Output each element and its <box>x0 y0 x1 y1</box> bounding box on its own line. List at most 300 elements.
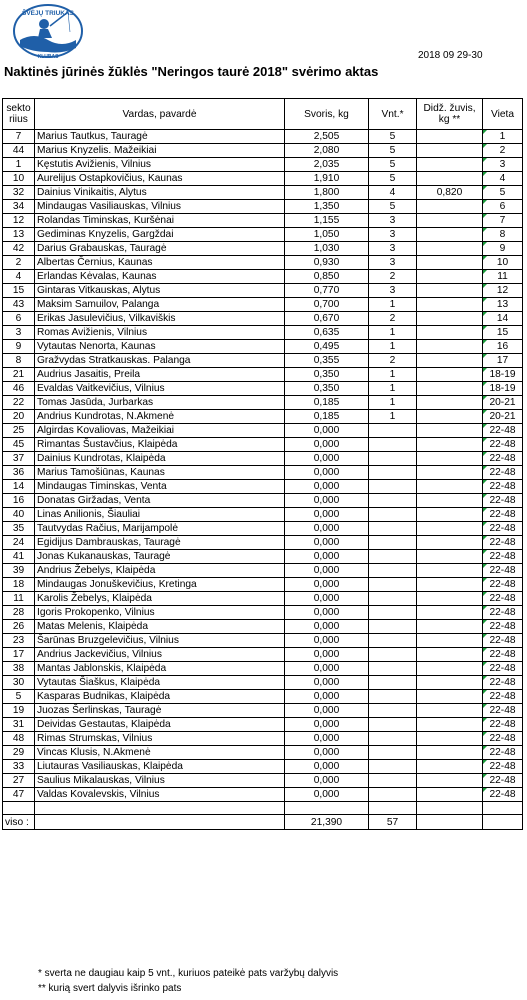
name-cell: Andrius Jackevičius, Vilnius <box>35 648 285 662</box>
col-header-place: Vieta <box>483 99 523 130</box>
sector-cell: 33 <box>3 760 35 774</box>
weight-cell: 0,000 <box>285 676 369 690</box>
name-cell: Tomas Jasūda, Jurbarkas <box>35 396 285 410</box>
table-row <box>3 368 523 382</box>
place-cell: 22-48 <box>483 690 523 704</box>
name-cell: Matas Melenis, Klaipėda <box>35 620 285 634</box>
count-cell <box>369 508 417 522</box>
count-cell: 5 <box>369 158 417 172</box>
table-body <box>3 130 523 802</box>
sector-cell: 34 <box>3 200 35 214</box>
sector-cell: 11 <box>3 592 35 606</box>
sector-cell: 17 <box>3 648 35 662</box>
table-row <box>3 690 523 704</box>
sector-cell: 14 <box>3 480 35 494</box>
totals-label: viso : <box>3 815 35 830</box>
biggest-fish-cell <box>417 704 483 718</box>
results-table <box>2 98 523 830</box>
table-row <box>3 284 523 298</box>
weight-cell: 0,495 <box>285 340 369 354</box>
sector-cell: 19 <box>3 704 35 718</box>
place-cell: 22-48 <box>483 760 523 774</box>
count-cell <box>369 452 417 466</box>
table-row <box>3 620 523 634</box>
biggest-fish-cell <box>417 172 483 186</box>
biggest-fish-cell <box>417 130 483 144</box>
weight-cell: 0,000 <box>285 732 369 746</box>
name-cell: Andrius Žebelys, Klaipėda <box>35 564 285 578</box>
sector-cell: 4 <box>3 270 35 284</box>
sector-cell: 46 <box>3 382 35 396</box>
name-cell: Egidijus Dambrauskas, Tauragė <box>35 536 285 550</box>
place-cell: 22-48 <box>483 732 523 746</box>
weight-cell: 0,185 <box>285 410 369 424</box>
table-row <box>3 298 523 312</box>
count-cell: 2 <box>369 312 417 326</box>
table-row <box>3 228 523 242</box>
biggest-fish-cell <box>417 620 483 634</box>
sector-cell: 39 <box>3 564 35 578</box>
weight-cell: 0,000 <box>285 774 369 788</box>
biggest-fish-cell <box>417 760 483 774</box>
biggest-fish-cell <box>417 522 483 536</box>
weight-cell: 0,000 <box>285 634 369 648</box>
name-cell: Dainius Vinikaitis, Alytus <box>35 186 285 200</box>
table-row <box>3 466 523 480</box>
name-cell: Kasparas Budnikas, Klaipėda <box>35 690 285 704</box>
table-row <box>3 256 523 270</box>
sector-cell: 36 <box>3 466 35 480</box>
table-row <box>3 606 523 620</box>
totals-weight: 21,390 <box>285 815 369 830</box>
name-cell: Donatas Giržadas, Venta <box>35 494 285 508</box>
place-cell: 22-48 <box>483 774 523 788</box>
col-header-weight: Svoris, kg <box>285 99 369 130</box>
club-logo <box>10 2 86 60</box>
table-row <box>3 648 523 662</box>
place-cell: 20-21 <box>483 396 523 410</box>
weight-cell: 0,185 <box>285 396 369 410</box>
place-cell: 22-48 <box>483 606 523 620</box>
count-cell <box>369 536 417 550</box>
weight-cell: 0,700 <box>285 298 369 312</box>
sector-cell: 16 <box>3 494 35 508</box>
table-row <box>3 592 523 606</box>
count-cell: 1 <box>369 410 417 424</box>
count-cell <box>369 760 417 774</box>
event-date: 2018 09 29-30 <box>418 50 483 61</box>
place-cell: 22-48 <box>483 662 523 676</box>
sector-cell: 24 <box>3 536 35 550</box>
biggest-fish-cell <box>417 746 483 760</box>
table-row <box>3 788 523 802</box>
table-row <box>3 718 523 732</box>
count-cell <box>369 662 417 676</box>
name-cell: Mantas Jablonskis, Klaipėda <box>35 662 285 676</box>
count-cell <box>369 648 417 662</box>
name-cell: Vytautas Nenorta, Kaunas <box>35 340 285 354</box>
weight-cell: 0,635 <box>285 326 369 340</box>
place-cell: 20-21 <box>483 410 523 424</box>
table-row <box>3 746 523 760</box>
place-cell: 10 <box>483 256 523 270</box>
table-row <box>3 326 523 340</box>
col-header-count: Vnt.* <box>369 99 417 130</box>
count-cell <box>369 550 417 564</box>
place-cell: 15 <box>483 326 523 340</box>
table-row <box>3 270 523 284</box>
biggest-fish-cell <box>417 298 483 312</box>
place-cell: 22-48 <box>483 480 523 494</box>
weight-cell: 2,035 <box>285 158 369 172</box>
weight-cell: 0,000 <box>285 592 369 606</box>
biggest-fish-cell <box>417 606 483 620</box>
count-cell <box>369 578 417 592</box>
count-cell <box>369 676 417 690</box>
col-header-biggest: Didž. žuvis, kg ** <box>417 99 483 130</box>
count-cell <box>369 438 417 452</box>
sector-cell: 23 <box>3 634 35 648</box>
weight-cell: 0,000 <box>285 466 369 480</box>
sector-cell: 41 <box>3 550 35 564</box>
place-cell: 17 <box>483 354 523 368</box>
biggest-fish-cell <box>417 634 483 648</box>
biggest-fish-cell <box>417 564 483 578</box>
table-row <box>3 732 523 746</box>
name-cell: Evaldas Vaitkevičius, Vilnius <box>35 382 285 396</box>
count-cell <box>369 480 417 494</box>
name-cell: Erlandas Kėvalas, Kaunas <box>35 270 285 284</box>
table-row <box>3 508 523 522</box>
biggest-fish-cell <box>417 326 483 340</box>
count-cell <box>369 746 417 760</box>
biggest-fish-cell <box>417 774 483 788</box>
sector-cell: 26 <box>3 620 35 634</box>
weight-cell: 1,350 <box>285 200 369 214</box>
sector-cell: 9 <box>3 340 35 354</box>
table-row <box>3 564 523 578</box>
place-cell: 22-48 <box>483 494 523 508</box>
sector-cell: 38 <box>3 662 35 676</box>
place-cell: 9 <box>483 242 523 256</box>
name-cell: Šarūnas Bruzgelevičius, Vilnius <box>35 634 285 648</box>
sector-cell: 10 <box>3 172 35 186</box>
biggest-fish-cell: 0,820 <box>417 186 483 200</box>
place-cell: 22-48 <box>483 536 523 550</box>
place-cell: 8 <box>483 228 523 242</box>
table-row <box>3 438 523 452</box>
place-cell: 22-48 <box>483 704 523 718</box>
sector-cell: 25 <box>3 424 35 438</box>
place-cell: 22-48 <box>483 452 523 466</box>
table-row <box>3 424 523 438</box>
biggest-fish-cell <box>417 494 483 508</box>
table-row <box>3 536 523 550</box>
place-cell: 22-48 <box>483 648 523 662</box>
count-cell: 3 <box>369 284 417 298</box>
name-cell: Dainius Kundrotas, Klaipėda <box>35 452 285 466</box>
biggest-fish-cell <box>417 466 483 480</box>
name-cell: Saulius Mikalauskas, Vilnius <box>35 774 285 788</box>
sector-cell: 3 <box>3 326 35 340</box>
sector-cell: 44 <box>3 144 35 158</box>
table-row <box>3 634 523 648</box>
weight-cell: 2,505 <box>285 130 369 144</box>
sector-cell: 20 <box>3 410 35 424</box>
weight-cell: 1,155 <box>285 214 369 228</box>
table-row <box>3 396 523 410</box>
weight-cell: 0,000 <box>285 438 369 452</box>
table-row <box>3 522 523 536</box>
count-cell <box>369 522 417 536</box>
weight-cell: 0,000 <box>285 662 369 676</box>
count-cell: 2 <box>369 270 417 284</box>
name-cell: Rimas Strumskas, Vilnius <box>35 732 285 746</box>
place-cell: 22-48 <box>483 564 523 578</box>
weight-cell: 0,000 <box>285 480 369 494</box>
name-cell: Linas Anilionis, Šiauliai <box>35 508 285 522</box>
place-cell: 1 <box>483 130 523 144</box>
place-cell: 11 <box>483 270 523 284</box>
sector-cell: 40 <box>3 508 35 522</box>
count-cell: 2 <box>369 354 417 368</box>
sector-cell: 48 <box>3 732 35 746</box>
count-cell: 5 <box>369 144 417 158</box>
sector-cell: 2 <box>3 256 35 270</box>
weight-cell: 0,000 <box>285 788 369 802</box>
sector-cell: 27 <box>3 774 35 788</box>
biggest-fish-cell <box>417 690 483 704</box>
place-cell: 22-48 <box>483 746 523 760</box>
table-row <box>3 578 523 592</box>
count-cell: 3 <box>369 228 417 242</box>
place-cell: 22-48 <box>483 718 523 732</box>
biggest-fish-cell <box>417 578 483 592</box>
biggest-fish-cell <box>417 270 483 284</box>
biggest-fish-cell <box>417 438 483 452</box>
table-row <box>3 186 523 200</box>
place-cell: 22-48 <box>483 788 523 802</box>
sector-cell: 29 <box>3 746 35 760</box>
count-cell <box>369 704 417 718</box>
count-cell <box>369 494 417 508</box>
biggest-fish-cell <box>417 788 483 802</box>
name-cell: Rolandas Timinskas, Kuršėnai <box>35 214 285 228</box>
table-row <box>3 172 523 186</box>
table-row <box>3 144 523 158</box>
name-cell: Marius Tautkus, Tauragė <box>35 130 285 144</box>
count-cell: 1 <box>369 382 417 396</box>
biggest-fish-cell <box>417 732 483 746</box>
biggest-fish-cell <box>417 144 483 158</box>
table-header-row <box>3 99 523 130</box>
name-cell: Vytautas Šiaškus, Klaipėda <box>35 676 285 690</box>
count-cell <box>369 634 417 648</box>
weight-cell: 0,000 <box>285 606 369 620</box>
place-cell: 22-48 <box>483 634 523 648</box>
count-cell: 1 <box>369 396 417 410</box>
weight-cell: 0,000 <box>285 424 369 438</box>
name-cell: Mindaugas Jonuškevičius, Kretinga <box>35 578 285 592</box>
table-row <box>3 550 523 564</box>
sector-cell: 45 <box>3 438 35 452</box>
place-cell: 7 <box>483 214 523 228</box>
name-cell: Igoris Prokopenko, Vilnius <box>35 606 285 620</box>
place-cell: 22-48 <box>483 508 523 522</box>
name-cell: Gražvydas Stratkauskas. Palanga <box>35 354 285 368</box>
biggest-fish-cell <box>417 536 483 550</box>
name-cell: Albertas Černius, Kaunas <box>35 256 285 270</box>
sector-cell: 32 <box>3 186 35 200</box>
place-cell: 14 <box>483 312 523 326</box>
place-cell: 12 <box>483 284 523 298</box>
table-row <box>3 774 523 788</box>
weight-cell: 0,000 <box>285 536 369 550</box>
biggest-fish-cell <box>417 214 483 228</box>
count-cell: 1 <box>369 326 417 340</box>
place-cell: 22-48 <box>483 424 523 438</box>
weight-cell: 0,850 <box>285 270 369 284</box>
place-cell: 22-48 <box>483 466 523 480</box>
weight-cell: 2,080 <box>285 144 369 158</box>
place-cell: 4 <box>483 172 523 186</box>
count-cell <box>369 690 417 704</box>
name-cell: Tautvydas Račius, Marijampolė <box>35 522 285 536</box>
count-cell: 3 <box>369 256 417 270</box>
weight-cell: 0,670 <box>285 312 369 326</box>
biggest-fish-cell <box>417 508 483 522</box>
biggest-fish-cell <box>417 410 483 424</box>
sector-cell: 1 <box>3 158 35 172</box>
name-cell: Erikas Jasulevičius, Vilkaviškis <box>35 312 285 326</box>
table-row <box>3 242 523 256</box>
count-cell: 4 <box>369 186 417 200</box>
weight-cell: 0,000 <box>285 578 369 592</box>
sector-cell: 18 <box>3 578 35 592</box>
footnote-1: * sverta ne daugiau kaip 5 vnt., kuriuos pateikė pats varžybų dalyvis <box>38 968 339 979</box>
sector-cell: 12 <box>3 214 35 228</box>
col-header-name: Vardas, pavardė <box>35 99 285 130</box>
table-row <box>3 662 523 676</box>
weight-cell: 1,800 <box>285 186 369 200</box>
biggest-fish-cell <box>417 284 483 298</box>
table-row <box>3 704 523 718</box>
weight-cell: 1,030 <box>285 242 369 256</box>
weight-cell: 1,910 <box>285 172 369 186</box>
name-cell: Gintaras Vitkauskas, Alytus <box>35 284 285 298</box>
biggest-fish-cell <box>417 242 483 256</box>
sector-cell: 13 <box>3 228 35 242</box>
name-cell: Aurelijus Ostapkovičius, Kaunas <box>35 172 285 186</box>
name-cell: Marius Tamošiūnas, Kaunas <box>35 466 285 480</box>
sector-cell: 6 <box>3 312 35 326</box>
place-cell: 22-48 <box>483 620 523 634</box>
weight-cell: 0,355 <box>285 354 369 368</box>
name-cell: Mindaugas Timinskas, Venta <box>35 480 285 494</box>
biggest-fish-cell <box>417 676 483 690</box>
sector-cell: 22 <box>3 396 35 410</box>
biggest-fish-cell <box>417 158 483 172</box>
biggest-fish-cell <box>417 354 483 368</box>
count-cell <box>369 606 417 620</box>
place-cell: 13 <box>483 298 523 312</box>
totals-row <box>3 815 523 830</box>
weight-cell: 0,930 <box>285 256 369 270</box>
sector-cell: 37 <box>3 452 35 466</box>
weight-cell: 0,000 <box>285 620 369 634</box>
count-cell: 1 <box>369 340 417 354</box>
sector-cell: 28 <box>3 606 35 620</box>
place-cell: 22-48 <box>483 550 523 564</box>
count-cell <box>369 424 417 438</box>
place-cell: 22-48 <box>483 676 523 690</box>
weight-cell: 0,000 <box>285 494 369 508</box>
biggest-fish-cell <box>417 382 483 396</box>
count-cell: 5 <box>369 200 417 214</box>
weight-cell: 0,350 <box>285 382 369 396</box>
table-row <box>3 214 523 228</box>
name-cell: Darius Grabauskas, Tauragė <box>35 242 285 256</box>
sector-cell: 43 <box>3 298 35 312</box>
place-cell: 18-19 <box>483 382 523 396</box>
name-cell: Rimantas Šustavčius, Klaipėda <box>35 438 285 452</box>
name-cell: Andrius Kundrotas, N.Akmenė <box>35 410 285 424</box>
count-cell: 5 <box>369 172 417 186</box>
count-cell <box>369 620 417 634</box>
table-row <box>3 354 523 368</box>
sector-cell: 31 <box>3 718 35 732</box>
place-cell: 18-19 <box>483 368 523 382</box>
weight-cell: 0,770 <box>285 284 369 298</box>
logo-text-bottom: KLUBAS <box>37 54 59 60</box>
footnote-2: ** kurią svert dalyvis išrinko pats <box>38 983 182 994</box>
place-cell: 22-48 <box>483 522 523 536</box>
col-header-sector: sekto riius <box>3 99 35 130</box>
sector-cell: 8 <box>3 354 35 368</box>
name-cell: Maksim Samuilov, Palanga <box>35 298 285 312</box>
place-cell: 22-48 <box>483 438 523 452</box>
biggest-fish-cell <box>417 550 483 564</box>
table-row <box>3 410 523 424</box>
sector-cell: 21 <box>3 368 35 382</box>
weight-cell: 0,000 <box>285 704 369 718</box>
weight-cell: 0,000 <box>285 760 369 774</box>
name-cell: Romas Avižienis, Vilnius <box>35 326 285 340</box>
name-cell: Karolis Žebelys, Klaipėda <box>35 592 285 606</box>
count-cell: 3 <box>369 242 417 256</box>
sector-cell: 42 <box>3 242 35 256</box>
name-cell: Mindaugas Vasiliauskas, Vilnius <box>35 200 285 214</box>
logo-text-top: ŠVĖJŲ TRIUKAS <box>21 10 75 17</box>
table-row <box>3 340 523 354</box>
count-cell <box>369 466 417 480</box>
biggest-fish-cell <box>417 340 483 354</box>
biggest-fish-cell <box>417 396 483 410</box>
count-cell <box>369 564 417 578</box>
weight-cell: 0,000 <box>285 508 369 522</box>
count-cell <box>369 718 417 732</box>
biggest-fish-cell <box>417 662 483 676</box>
table-row <box>3 382 523 396</box>
page-title: Naktinės jūrinės žūklės "Neringos taurė 2018" svėrimo aktas <box>4 64 379 79</box>
biggest-fish-cell <box>417 480 483 494</box>
sector-cell: 30 <box>3 676 35 690</box>
name-cell: Vincas Klusis, N.Akmenė <box>35 746 285 760</box>
name-cell: Deividas Gestautas, Klaipėda <box>35 718 285 732</box>
weight-cell: 0,000 <box>285 452 369 466</box>
sector-cell: 47 <box>3 788 35 802</box>
place-cell: 5 <box>483 186 523 200</box>
